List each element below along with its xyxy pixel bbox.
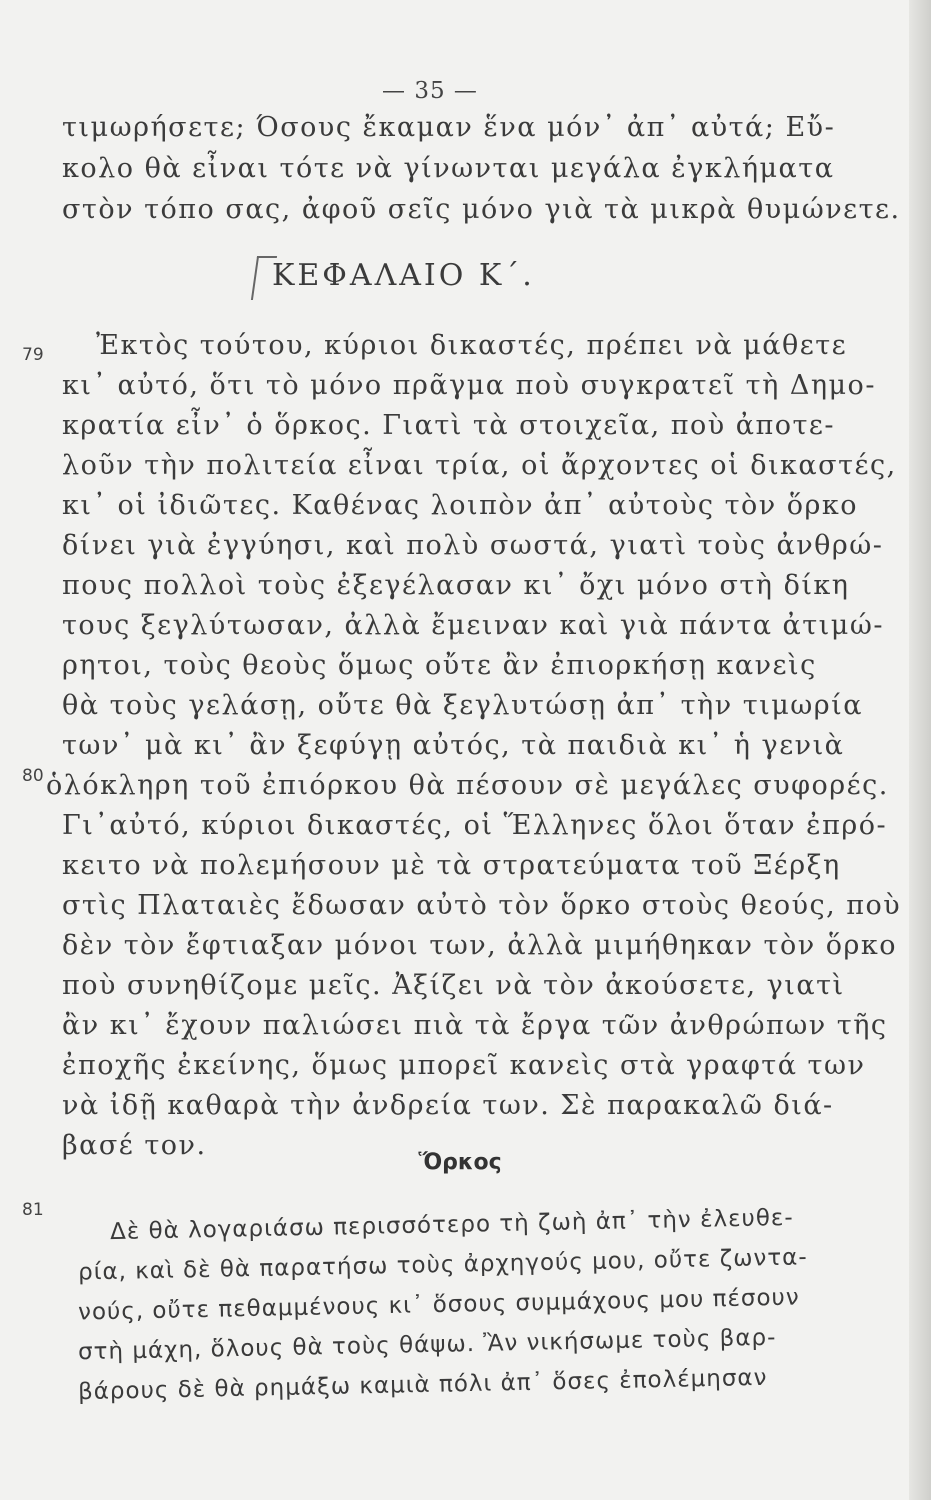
text-line: ποὺ συνηθίζομε μεῖς. Ἀξίζει νὰ τὸν ἀκούσετε, γιατὶ (62, 970, 845, 1001)
text-line: τους ξεγλύτωσαν, ἀλλὰ ἔμειναν καὶ γιὰ πάντα ἀτιμώ- (62, 610, 884, 641)
text-line: κρατία εἶν᾿ ὁ ὅρκος. Γιατὶ τὰ στοιχεῖα, ποὺ ἀποτε- (62, 410, 836, 441)
text-line: ὁλόκληρη τοῦ ἐπιόρκου θὰ πέσουν σὲ μεγάλες συφορές. (46, 770, 889, 801)
oath-line: στὴ μάχη, ὅλους θὰ τοὺς θάψω. Ἂν νικήσωμε τοὺς βαρ- (77, 1324, 777, 1366)
section-number-79: 79 (22, 345, 44, 365)
text-line: βασέ τον. (62, 1130, 207, 1161)
chapter-title: ΚΕΦΑΛΑΙΟ Κ΄. (272, 258, 535, 293)
oath-heading: Ὅρκος (418, 1150, 502, 1175)
text-line: τιμωρήσετε; Όσους ἔκαμαν ἕνα μόν᾿ ἀπ᾿ αὐτά; Εὔ- (62, 112, 836, 143)
text-line: ἐποχῆς ἐκείνης, ὅμως μπορεῖ κανεὶς στὰ γραφτά των (62, 1050, 866, 1081)
section-number-81: 81 (22, 1200, 44, 1220)
text-line: στὸν τόπο σας, ἀφοῦ σεῖς μόνο γιὰ τὰ μικρὰ θυμώνετε. (62, 194, 901, 225)
text-line: δίνει γιὰ ἐγγύησι, καὶ πολὺ σωστά, γιατὶ τοὺς ἀνθρώ- (62, 530, 884, 561)
oath-line: Δὲ θὰ λογαριάσω περισσότερο τὴ ζωὴ ἀπ᾿ τὴν ἐλευθε- (109, 1204, 794, 1246)
text-line: δὲν τὸν ἔφτιαξαν μόνοι των, ἀλλὰ μιμήθηκαν τὸν ὅρκο (62, 930, 897, 961)
oath-line: ρία, καὶ δὲ θὰ παρατήσω τοὺς ἀρχηγούς μου, οὔτε ζωντα- (77, 1244, 808, 1286)
text-line: ρητοι, τοὺς θεοὺς ὅμως οὔτε ἂν ἐπιορκήσῃ κανεὶς (62, 650, 817, 681)
text-line: κειτο νὰ πολεμήσουν μὲ τὰ στρατεύματα τοῦ Ξέρξη (62, 850, 841, 881)
text-line: κι᾿ αὐτό, ὅτι τὸ μόνο πρᾶγμα ποὺ συγκρατεῖ τὴ Δημο- (62, 370, 876, 401)
page-number: — 35 — (382, 78, 478, 104)
text-line: νὰ ἰδῇ καθαρὰ τὴν ἀνδρεία των. Σὲ παρακαλῶ διά- (62, 1090, 834, 1121)
text-line: Γι᾿αὐτό, κύριοι δικαστές, οἱ Ἕλληνες ὅλοι ὅταν ἐπρό- (62, 810, 888, 841)
text-line: κι᾿ οἱ ἰδιῶτες. Καθένας λοιπὸν ἀπ᾿ αὐτοὺς τὸν ὅρκο (62, 490, 859, 521)
text-line: ἂν κι᾿ ἔχουν παλιώσει πιὰ τὰ ἔργα τῶν ἀνθρώπων τῆς (62, 1010, 888, 1041)
oath-line: βάρους δὲ θὰ ρημάξω καμιὰ πόλι ἀπ᾿ ὅσες ἐπολέμησαν (77, 1364, 768, 1406)
text-line: Ἐκτὸς τούτου, κύριοι δικαστές, πρέπει νὰ μάθετε (96, 330, 848, 361)
section-number-80: 80 (22, 766, 44, 786)
text-line: λοῦν τὴν πολιτεία εἶναι τρία, οἱ ἄρχοντες οἱ δικαστές, (62, 450, 897, 481)
text-line: κολο θὰ εἶναι τότε νὰ γίνωνται μεγάλα ἐγκλήματα (62, 153, 835, 184)
text-line: πους πολλοὶ τοὺς ἐξεγέλασαν κι᾿ ὄχι μόνο στὴ δίκη (62, 570, 850, 601)
text-line: στὶς Πλαταιὲς ἔδωσαν αὐτὸ τὸν ὅρκο στοὺς θεούς, ποὺ (62, 890, 902, 921)
oath-line: νούς, οὔτε πεθαμμένους κι᾿ ὅσους συμμάχους μου πέσουν (77, 1284, 800, 1326)
text-line: των᾿ μὰ κι᾿ ἂν ξεφύγῃ αὐτός, τὰ παιδιὰ κι᾿ ἡ γενιὰ (62, 730, 845, 761)
text-line: θὰ τοὺς γελάσῃ, οὔτε θὰ ξεγλυτώσῃ ἀπ᾿ τὴν τιμωρία (62, 690, 863, 721)
page-edge-shadow (909, 0, 931, 1500)
